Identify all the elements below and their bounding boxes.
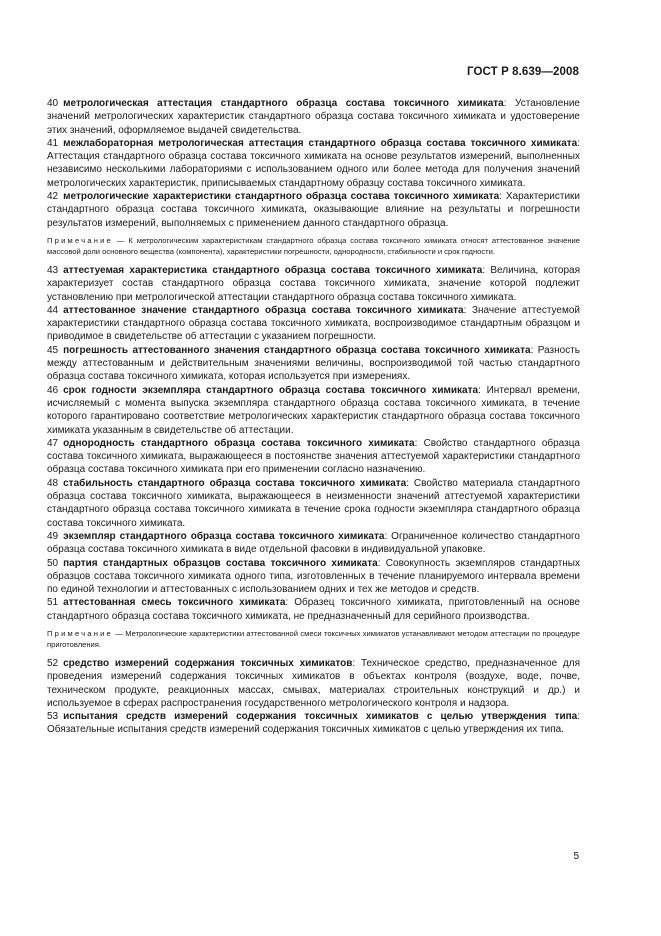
term-entry-44: 44 аттестованное значение стандартного образца состава токсичного химиката: Значение аттестуемой характеристики стандартного образца состава токсичного химиката, воспроизводимое стандартным образцом и приводимое в свидетельстве об аттестации с указанием погрешности. — [47, 304, 580, 343]
definition: : Разность между аттестованным и действительным значениями величины, воспроизводимой той частью стандартного образца состава токсичного химиката, которая используется при измерениях. — [47, 344, 580, 383]
term: однородность стандартного образца состава токсичного химиката — [63, 437, 415, 449]
term: аттестованное значение стандартного образца состава токсичного химиката — [63, 304, 464, 316]
definition: : Значение аттестуемой характеристики стандартного образца состава токсичного химиката, воспроизводимое стандартным образцом и приводимое в свидетельстве об аттестации с указанием погрешности. — [47, 304, 580, 343]
term: погрешность аттестованного значения стандартного образца состава токсичного химиката — [63, 344, 531, 356]
definition: : Техническое средство, предназначенное для проведения измерений содержания токсичных химикатов в объектах контроля (воздухе, воде, почве, техническом продукте, реакционных массах, смывах, материалах строительных конструкций и др.) и используемое в сферах распространения государственного метрологического контроля и надзора. — [47, 657, 580, 709]
term-entry-48: 48 стабильность стандартного образца состава токсичного химиката: Свойство материала стандартного образца состава токсичного химиката, выражающееся в неизменности значений аттестуемой характеристики стандартного образца состава токсичного химиката в течение срока годности экземпляра стандартного образца состава токсичного химиката. — [47, 477, 580, 529]
term-entry-52: 52 средство измерений содержания токсичных химикатов: Техническое средство, предназначенное для проведения измерений содержания токсичных химикатов в объектах контроля (воздухе, воде, почве, техническом продукте, реакционных массах, смывах, материалах строительных конструкций и др.) и используемое в сферах распространения государственного метрологического контроля и надзора. — [47, 657, 580, 709]
term-entry-53: 53 испытания средств измерений содержания токсичных химикатов с целью утверждения типа: Обязательные испытания средств измерений содержания токсичных химикатов с целью утверждения их типа. — [47, 711, 580, 736]
term-entry-51: 51 аттестованная смесь токсичного химиката: Образец токсичного химиката, приготовленный на основе стандартного образца состава токсичного химиката, не предназначенный для серийного производства. — [47, 597, 580, 622]
term: метрологические характеристики стандартного образца состава токсичного химиката — [63, 191, 500, 203]
term: средство измерений содержания токсичных химикатов — [63, 657, 353, 669]
document-body — [47, 97, 580, 737]
term: экземпляр стандартного образца состава токсичного химиката — [63, 530, 385, 542]
term: метрологическая аттестация стандартного образца состава токсичного химиката — [63, 98, 504, 109]
term: стабильность стандартного образца состава токсичного химиката — [63, 477, 407, 489]
term: партия стандартных образцов состава токсичного химиката — [63, 557, 378, 569]
term: аттестуемая характеристика стандартного образца состава токсичного химиката — [63, 264, 483, 276]
term: аттестованная смесь токсичного химиката — [63, 597, 286, 609]
term-entry-40: 40 метрологическая аттестация стандартного образца состава токсичного химиката: Установление значений метрологических характеристик стандартного образца состава токсичного химиката и удостоверение этих значений, оформляемое выдачей свидетельства. — [47, 98, 580, 136]
term-entry-47: 47 однородность стандартного образца состава токсичного химиката: Свойство стандартного образца состава токсичного химиката, выражающееся в постоянстве значения аттестуемой характеристики стандартного образца состава токсичного химиката при его применении согласно назначению. — [47, 437, 580, 476]
definition: : Совокупность экземпляров стандартных образцов состава токсичного химиката одного типа, изготовленных в течение планируемого интервала времени по единой технологии и аттестованных с использованием одних и тех же методов и средств. — [47, 557, 580, 596]
standard-designation: ГОСТ Р 8.639—2008 — [467, 66, 579, 78]
note-label: Примечание — [47, 628, 113, 638]
note-text: — Метрологические характеристики аттестованной смеси токсичных химикатов устанавливают методом аттестации по процедуре приготовления. — [47, 628, 580, 649]
definition: : Аттестация стандартного образца состава токсичного химиката на основе результатов измерений, выполненных независимо несколькими лабораториями с использованием одного или более метода для получения значений метрологических характеристик, приписываемых стандартному образцу состава токсичного химиката. — [47, 137, 580, 189]
definition: : Величина, которая характеризует состав стандартного образца состава токсичного химиката, значение которой подлежит установлению при метрологической аттестации стандартного образца состава токсичного химиката. — [47, 264, 580, 303]
note-42 — [47, 235, 580, 257]
definition: : Образец токсичного химиката, приготовленный на основе стандартного образца состава токсичного химиката, не предназначенный для серийного производства. — [47, 597, 580, 622]
definition: : Ограниченное количество стандартного образца состава токсичного химиката в виде отдельной фасовки в индивидуальной упаковке. — [47, 530, 580, 556]
term: межлабораторная метрологическая аттестация стандартного образца состава токсичного химиката — [63, 137, 578, 149]
definition: : Свойство стандартного образца состава токсичного химиката, выражающееся в постоянстве значения аттестуемой характеристики стандартного образца состава токсичного химиката при его применении согласно назначению. — [47, 437, 580, 476]
term-entry-49: 49 экземпляр стандартного образца состава токсичного химиката: Ограниченное количество стандартного образца состава токсичного химиката в виде отдельной фасовки в индивидуальной упаковке. — [47, 530, 580, 556]
term-entry-50: 50 партия стандартных образцов состава токсичного химиката: Совокупность экземпляров стандартных образцов состава токсичного химиката одного типа, изготовленных в течение планируемого интервала времени по единой технологии и аттестованных с использованием одних и тех же методов и средств. — [47, 557, 580, 596]
definition: : Интервал времени, исчисляемый с момента выпуска экземпляра стандартного образца состава токсичного химиката, в течение которого гарантировано соответствие метрологических характеристик стандартного образца состава токсичного химиката указанным в свидетельстве об аттестации. — [47, 384, 580, 436]
term-entry-43: 43 аттестуемая характеристика стандартного образца состава токсичного химиката: Величина, которая характеризует состав стандартного образца состава токсичного химиката, значение которой подлежит установлению при метрологической аттестации стандартного образца состава токсичного химиката. — [47, 264, 580, 303]
note-51 — [47, 628, 580, 650]
note-label: Примечание — [47, 235, 113, 245]
definition: : Характеристики стандартного образца состава токсичного химиката, оказывающие влияние на результаты и погрешности результатов измерений, выполняемых с применением данного стандартного образца. — [47, 191, 581, 229]
term-entry-41: 41 межлабораторная метрологическая аттестация стандартного образца состава токсичного химиката: Аттестация стандартного образца состава токсичного химиката на основе результатов измерений, выполненных независимо несколькими лабораториями с использованием одного или более метода для получения значений метрологических характеристик, приписываемых стандартному образцу состава токсичного химиката. — [47, 137, 580, 189]
term-entry-42: 42 метрологические характеристики стандартного образца состава токсичного химиката: Характеристики стандартного образца состава токсичного химиката, оказывающие влияние на результаты и погрешности результатов измерений, выполняемых с применением данного стандартного образца. — [47, 191, 581, 229]
note-text: — К метрологическим характеристикам стандартного образца состава токсичного химиката относят аттестованное значение массовой доли основного вещества (компонента), характеристики погрешности, однородности, стабильности и срок годности. — [47, 235, 580, 256]
definition: : Обязательные испытания средств измерений содержания токсичных химикатов с целью утверждения их типа. — [47, 711, 580, 736]
definition: : Свойство материала стандартного образца состава токсичного химиката, выражающееся в неизменности значений аттестуемой характеристики стандартного образца состава токсичного химиката в течение срока годности экземпляра стандартного образца состава токсичного химиката. — [47, 477, 580, 529]
term-entry-46: 46 срок годности экземпляра стандартного образца состава токсичного химиката: Интервал времени, исчисляемый с момента выпуска экземпляра стандартного образца состава токсичного химиката, в течение которого гарантировано соответствие метрологических характеристик стандартного образца состава токсичного химиката указанным в свидетельстве об аттестации. — [47, 384, 580, 436]
page-number: 5 — [573, 851, 579, 862]
term: испытания средств измерений содержания токсичных химикатов с целью утверждения типа — [63, 711, 578, 723]
term: срок годности экземпляра стандартного образца состава токсичного химиката — [63, 384, 479, 396]
term-entry-45: 45 погрешность аттестованного значения стандартного образца состава токсичного химиката: Разность между аттестованным и действительным значениями величины, воспроизводимой той частью стандартного образца состава токсичного химиката, которая используется при измерениях. — [47, 344, 580, 383]
definition: : Установление значений метрологических характеристик стандартного образца состава токсичного химиката и удостоверение этих значений, оформляемое выдачей свидетельства. — [47, 98, 580, 136]
